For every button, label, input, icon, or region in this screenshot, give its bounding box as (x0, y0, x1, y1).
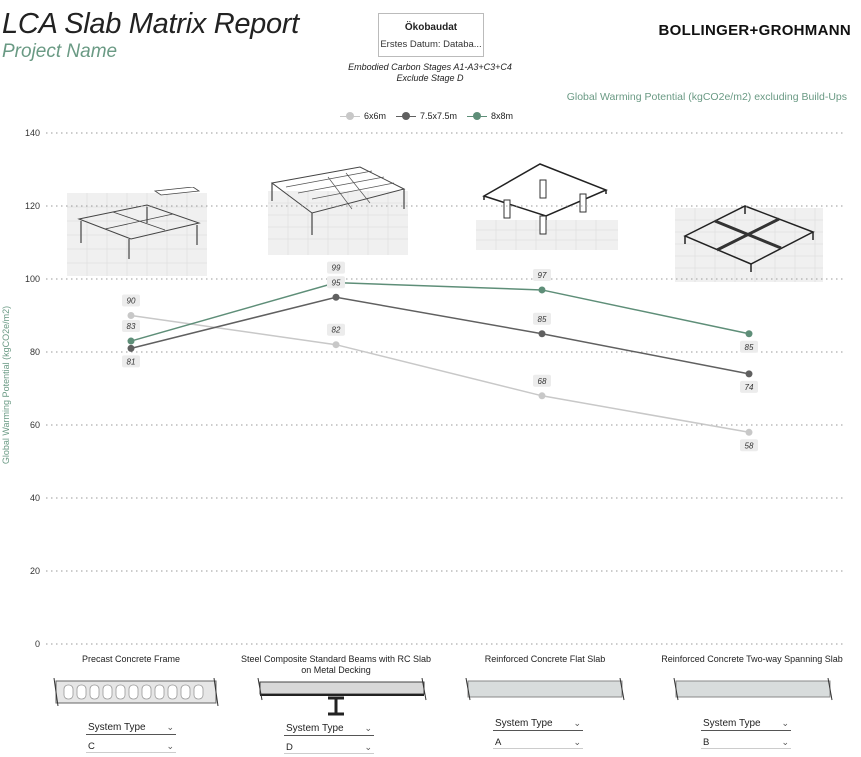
chevron-down-icon[interactable]: ⌄ (573, 718, 581, 728)
y-tick-label: 120 (24, 201, 40, 211)
data-label-text: 90 (126, 296, 136, 306)
data-label-text: 81 (126, 357, 136, 367)
chevron-down-icon[interactable]: ⌄ (166, 722, 174, 732)
data-label-text: 68 (537, 376, 547, 386)
data-point (746, 429, 753, 436)
dropdown-selected: C (88, 741, 95, 752)
steel-composite-section (252, 678, 432, 716)
data-point (128, 312, 135, 319)
system-type-dropdown-2[interactable] (284, 723, 374, 754)
dropdown-label: System Type (88, 722, 146, 733)
data-label-text: 99 (331, 263, 341, 273)
flat-slab-section (460, 678, 630, 702)
data-label-text: 58 (744, 441, 754, 451)
chart-gridlines (46, 133, 845, 644)
stage-note-line2: Exclude Stage D (396, 73, 464, 83)
y-tick-label: 100 (24, 274, 40, 284)
data-label (740, 341, 758, 353)
slab-title: Reinforced Concrete Two-way Spanning Slab (661, 654, 843, 664)
slicer-value[interactable]: Erstes Datum: Databa... (380, 39, 482, 50)
series-line-8x8m (131, 283, 749, 341)
dropdown-value[interactable] (86, 741, 176, 753)
dropdown-label: System Type (495, 718, 553, 729)
data-label (533, 375, 551, 387)
data-label (327, 262, 345, 274)
chevron-down-icon[interactable]: ⌄ (781, 737, 789, 747)
dropdown-value[interactable] (284, 742, 374, 754)
series-line-7.5x7.5m (131, 297, 749, 374)
dropdown-value[interactable] (493, 737, 583, 749)
data-point (539, 330, 546, 337)
dropdown-header[interactable] (701, 718, 791, 731)
y-tick-label: 60 (29, 420, 40, 430)
slicer-title: Ökobaudat (404, 22, 458, 33)
data-point (539, 392, 546, 399)
system-type-dropdown-3[interactable] (493, 718, 583, 749)
y-axis-ticks (25, 128, 40, 649)
legend-label: 7.5x7.5m (420, 111, 458, 121)
data-label (122, 355, 140, 367)
slab-title: Precast Concrete Frame (81, 654, 181, 664)
system-type-dropdown-1[interactable] (86, 722, 176, 753)
data-label (533, 313, 551, 325)
report-title: LCA Slab Matrix Report (2, 8, 299, 40)
y-tick-label: 0 (34, 639, 40, 649)
data-label (327, 324, 345, 336)
data-point (746, 370, 753, 377)
data-label (327, 276, 345, 288)
chart-series-lines (131, 283, 749, 433)
project-name: Project Name (2, 41, 118, 62)
data-label (122, 320, 140, 332)
data-point (128, 338, 135, 345)
data-point (333, 294, 340, 301)
y-tick-label: 20 (29, 566, 40, 576)
dropdown-selected: A (495, 737, 502, 748)
dropdown-header[interactable] (284, 723, 374, 736)
chevron-down-icon[interactable]: ⌄ (166, 741, 174, 751)
dropdown-header[interactable] (86, 722, 176, 735)
slab-title: Steel Composite Standard Beams with RC Slab on Metal Decking (240, 654, 432, 675)
dropdown-label: System Type (286, 723, 344, 734)
dropdown-selected: B (703, 737, 710, 748)
precast-section (46, 678, 226, 706)
dropdown-label: System Type (703, 718, 761, 729)
dropdown-header[interactable] (493, 718, 583, 731)
legend-label: 8x8m (491, 111, 514, 121)
slab-title: Reinforced Concrete Flat Slab (484, 654, 606, 664)
system-type-dropdown-4[interactable] (701, 718, 791, 749)
y-tick-label: 40 (29, 493, 40, 503)
data-point (746, 330, 753, 337)
y-tick-label: 80 (29, 347, 40, 357)
data-label-text: 95 (331, 278, 341, 288)
data-label-text: 74 (744, 382, 754, 392)
dropdown-selected: D (286, 742, 293, 753)
data-label (740, 439, 758, 451)
data-label-text: 85 (744, 342, 754, 352)
dropdown-value[interactable] (701, 737, 791, 749)
data-label (533, 269, 551, 281)
chart-heading: Global Warming Potential (kgCO2e/m2) excluding Build-Ups (566, 91, 847, 103)
series-line-6x6m (131, 316, 749, 433)
brand-logo: BOLLINGER+GROHMANN (658, 22, 851, 39)
data-point (333, 341, 340, 348)
data-point (539, 286, 546, 293)
two-way-slab-section (668, 678, 838, 702)
data-label-text: 83 (126, 322, 136, 332)
data-label-text: 82 (331, 325, 341, 335)
chevron-down-icon[interactable]: ⌄ (573, 737, 581, 747)
chevron-down-icon[interactable]: ⌄ (364, 742, 372, 752)
data-label (122, 295, 140, 307)
data-label-text: 97 (537, 270, 547, 280)
chart-points (128, 279, 753, 436)
data-label (740, 381, 758, 393)
data-point (128, 345, 135, 352)
y-axis-label: Global Warming Potential (kgCO2e/m2) (1, 305, 11, 465)
chevron-down-icon[interactable]: ⌄ (364, 723, 372, 733)
chevron-down-icon[interactable]: ⌄ (781, 718, 789, 728)
data-label-text: 85 (537, 314, 547, 324)
stage-note-line1: Embodied Carbon Stages A1-A3+C3+C4 (348, 62, 512, 72)
legend-label: 6x6m (364, 111, 387, 121)
y-tick-label: 140 (24, 128, 40, 138)
